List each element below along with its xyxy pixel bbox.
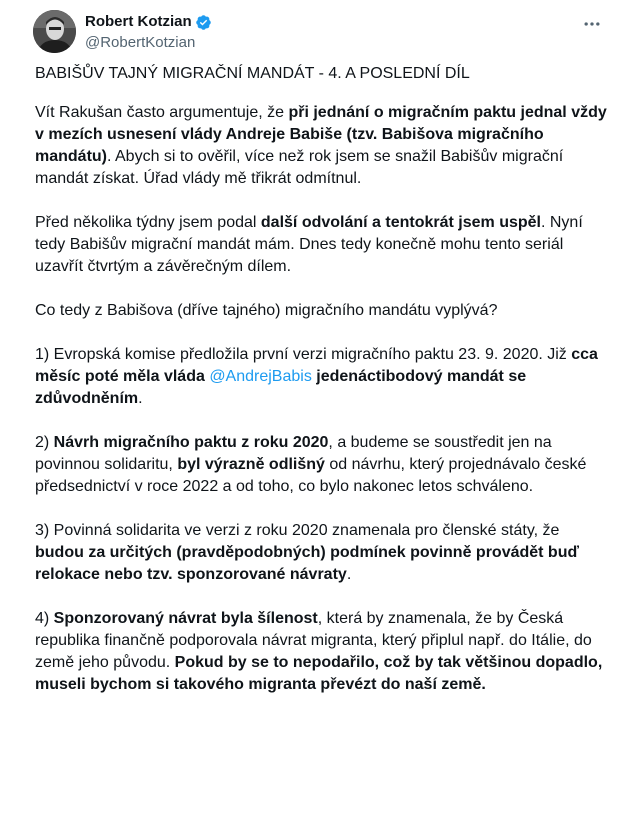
tweet-text xyxy=(35,63,610,718)
more-options-button[interactable] xyxy=(578,14,606,34)
author-block xyxy=(85,12,212,53)
text: . xyxy=(346,566,352,583)
author-name[interactable]: Robert Kotzian xyxy=(85,13,192,30)
text: . xyxy=(138,390,143,407)
bold-text: byl výrazně odlišný xyxy=(177,456,325,473)
bold-text: další odvolání a tentokrát jsem uspěl xyxy=(260,214,541,231)
paragraph-1 xyxy=(35,102,610,190)
bold-text: Sponzorovaný návrat byla šílenost xyxy=(53,610,318,627)
text: Před několika týdny jsem podal xyxy=(35,214,261,231)
verified-badge-icon xyxy=(195,14,212,31)
paragraph-3 xyxy=(35,300,610,322)
ellipsis-icon xyxy=(582,14,602,34)
bold-text: budou za určitých (pravděpodobných) podmínek povinně provádět buď relokace nebo tzv. sponzorované návraty xyxy=(35,544,579,583)
mention-link[interactable]: @AndrejBabis xyxy=(209,368,312,385)
text: Co tedy z Babišova (dříve tajného) migračního mandátu vyplývá? xyxy=(35,302,498,319)
paragraph-4 xyxy=(35,344,610,410)
text: 3) Povinná solidarita ve verzi z roku 2020 znamenala pro členské státy, že xyxy=(35,522,560,539)
text: 1) Evropská komise předložila první verzi migračního paktu 23. 9. 2020. Již xyxy=(35,346,572,363)
avatar[interactable] xyxy=(33,10,76,53)
text: 4) xyxy=(35,610,54,627)
avatar-photo-icon xyxy=(33,10,76,53)
text: , která by znamenala, že by Česká republika finančně podporovala návrat migranta, který připlul např. do Itálie, do země jeho původu. xyxy=(35,610,592,671)
text: 2) xyxy=(35,434,54,451)
author-handle[interactable]: @RobertKotzian xyxy=(85,34,196,51)
paragraph-5 xyxy=(35,432,610,498)
text: . Nyní tedy Babišův migrační mandát mám. Dnes tedy konečně mohu tento seriál uzavřít čtvrtým a závěrečným dílem. xyxy=(35,214,583,275)
bold-text: jedenáctibodový mandát se zdůvodněním xyxy=(35,368,527,407)
bold-text: cca měsíc poté měla vláda xyxy=(35,346,598,385)
tweet-title: BABIŠŮV TAJNÝ MIGRAČNÍ MANDÁT - 4. A POSLEDNÍ DÍL xyxy=(35,65,470,82)
text: , a budeme se soustředit jen na povinnou solidaritu, xyxy=(35,434,552,473)
paragraph-6 xyxy=(35,520,610,586)
text: od návrhu, který projednávalo české předsednictví v roce 2022 a od toho, co bylo nakonec letos schváleno. xyxy=(35,456,587,495)
bold-text: Pokud by se to nepodařilo, což by tak většinou dopadlo, museli bychom si takového migranta převézt do naší země. xyxy=(35,654,603,693)
paragraph-7 xyxy=(35,608,610,696)
paragraph-2 xyxy=(35,212,610,278)
bold-text: při jednání o migračním paktu jednal vždy v mezích usnesení vlády Andreje Babiše (tzv. Babišova migračního mandátu) xyxy=(35,104,607,165)
text: . Abych si to ověřil, více než rok jsem se snažil Babišův migrační mandát získat. Úřad vlády mě třikrát odmítnul. xyxy=(35,148,564,187)
text: Vít Rakušan často argumentuje, že xyxy=(35,104,289,121)
bold-text: Návrh migračního paktu z roku 2020 xyxy=(53,434,329,451)
